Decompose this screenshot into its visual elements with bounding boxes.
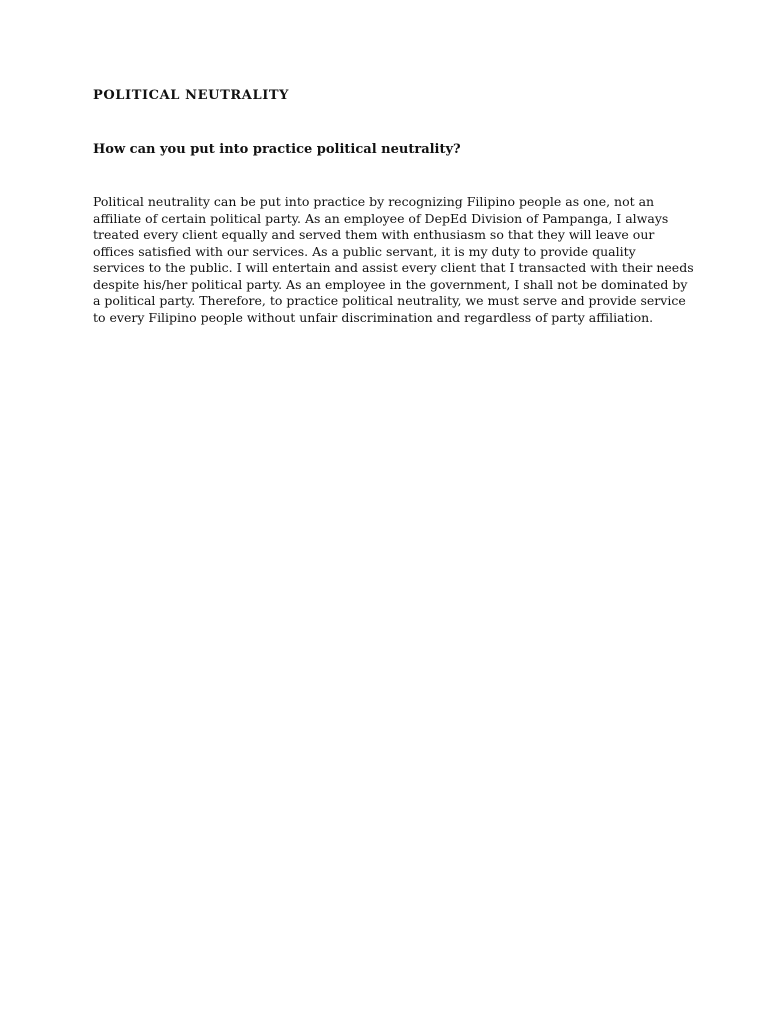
answer-line: offices satisfied with our services. As a public servant, it is my duty to provide quality [93,243,636,259]
answer-line: services to the public. I will entertain and assist every client that I transacted with their needs [93,260,694,275]
answer-paragraph [93,194,694,326]
answer-line: Political neutrality can be put into practice by recognizing Filipino people as one, not an [93,194,655,209]
answer-line: treated every client equally and served them with enthusiasm so that they will leave our [93,227,655,242]
answer-line: affiliate of certain political party. As an employee of DepEd Division of Pampanga, I always [93,210,669,226]
answer-line: to every Filipino people without unfair discrimination and regardless of party affiliation. [93,309,654,325]
answer-line: a political party. Therefore, to practice political neutrality, we must serve and provide service [93,293,686,308]
document-title: POLITICAL NEUTRALITY [93,88,290,103]
question-heading: How can you put into practice political neutrality? [93,142,461,157]
answer-line: despite his/her political party. As an employee in the government, I shall not be dominated by [93,276,688,292]
